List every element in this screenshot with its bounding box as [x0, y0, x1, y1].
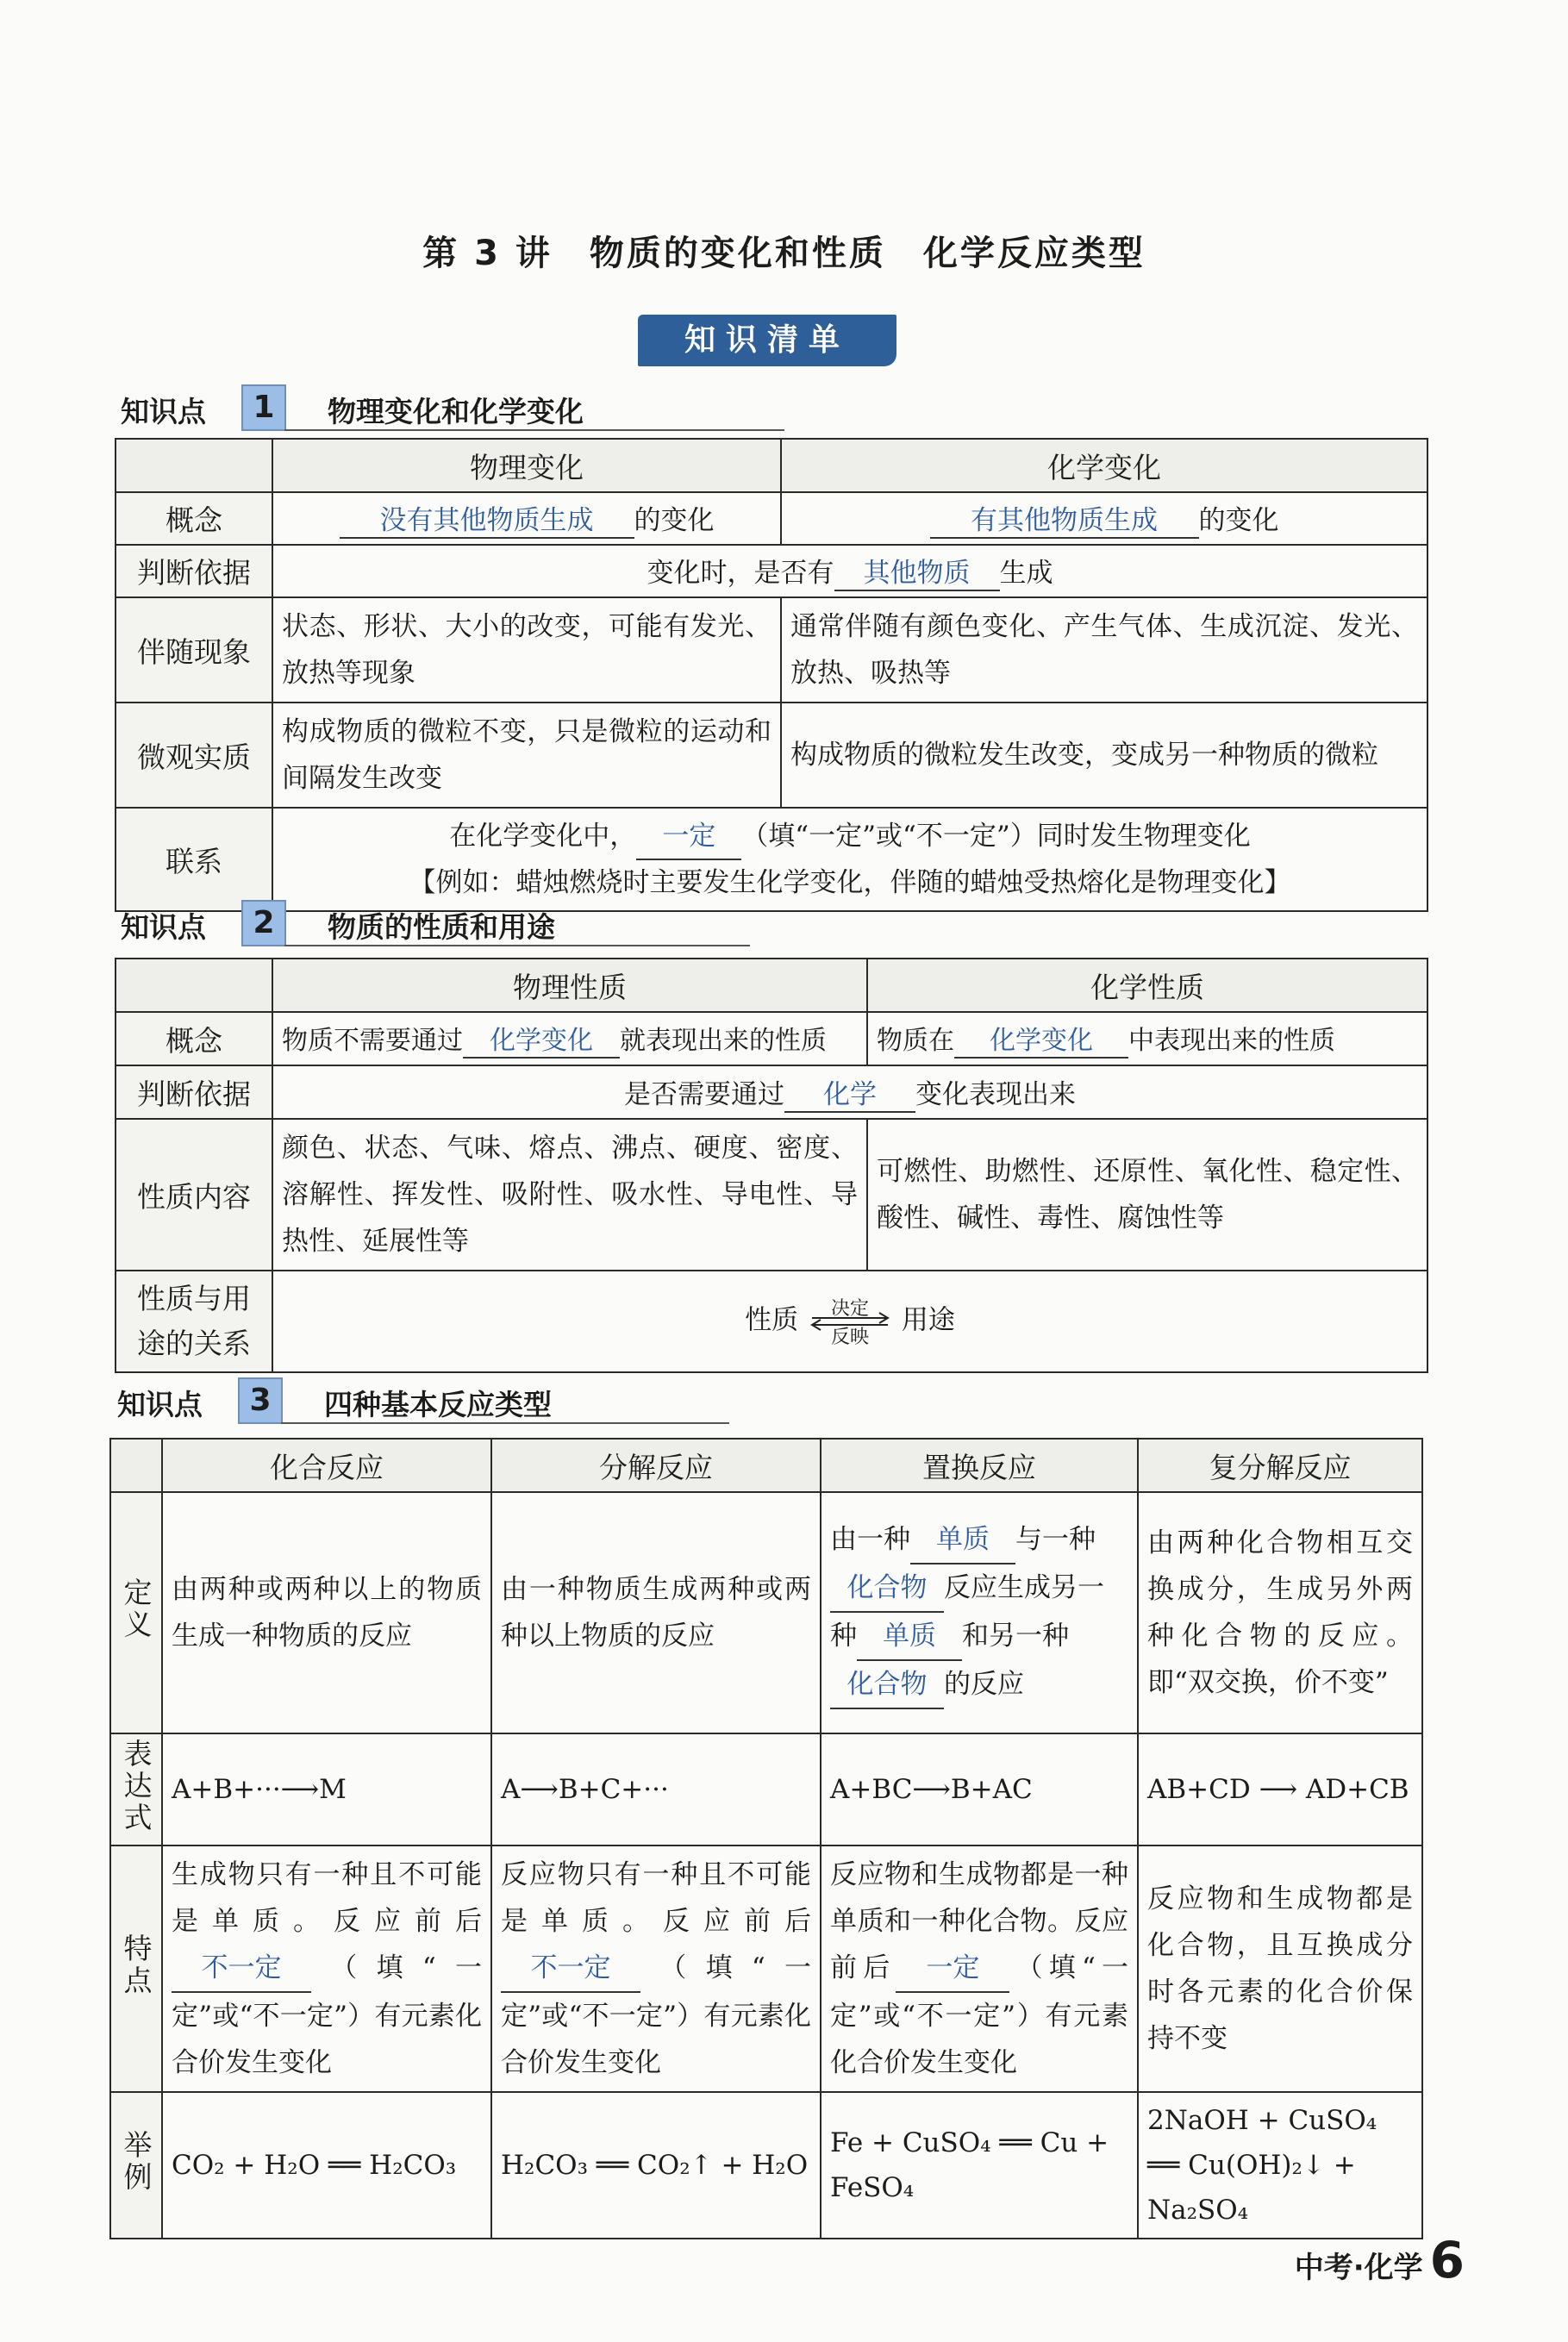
kp2-concept-physical-fill: 化学变化	[463, 1019, 620, 1059]
kp3-ex-replacement: Fe + CuSO₄ ══ Cu + FeSO₄	[821, 2092, 1138, 2239]
kp2-content-physical: 颜色、状态、气味、熔点、沸点、硬度、密度、溶解性、挥发性、吸附性、吸水性、导电性、导热性、延展性等	[272, 1119, 867, 1271]
kp3-rule	[281, 1422, 729, 1424]
kp3-ex-combination: CO₂ + H₂O ══ H₂CO₃	[162, 2092, 491, 2239]
kp1-concept-chemical-fill: 有其他物质生成	[930, 498, 1199, 539]
kp1-phenomena-chemical: 通常伴随有颜色变化、产生气体、生成沉淀、发光、放热、吸热等	[781, 597, 1427, 703]
kp1-micro-physical: 构成物质的微粒不变，只是微粒的运动和间隔发生改变	[272, 703, 781, 808]
kp3-def-double: 由两种化合物相互交换成分，生成另外两种化合物的反应。即“双交换，价不变”	[1138, 1492, 1422, 1733]
kp3-feat-combination: 生成物只有一种且不可能是单质。反应前后不一定 （填“一定”或“不一定”）有元素化合价发生变化	[162, 1845, 491, 2092]
kp1-number: 1	[241, 384, 286, 431]
kp1-title: 物理变化和化学变化	[328, 395, 584, 428]
kp1-rule	[284, 429, 784, 431]
kp3-expr-combination: A+B+···⟶M	[162, 1733, 491, 1845]
kp2-number: 2	[241, 900, 286, 946]
kp2-title: 物质的性质和用途	[328, 910, 555, 944]
kp3-header-double: 复分解反应	[1138, 1439, 1422, 1492]
kp3-header-replacement: 置换反应	[821, 1439, 1138, 1492]
kp3-header-decomposition: 分解反应	[491, 1439, 821, 1492]
page-number: 6	[1429, 2231, 1465, 2289]
kp2-header-physical: 物理性质	[272, 959, 867, 1012]
kp3-row-expression: 表达式	[119, 1738, 153, 1834]
kp3-title: 四种基本反应类型	[324, 1388, 552, 1421]
kp1-basis-fill: 其他物质	[834, 551, 1000, 591]
kp1-row-micro: 微观实质	[116, 703, 272, 808]
kp1-relation-example: 【例如：蜡烛燃烧时主要发生化学变化，伴随的蜡烛受热熔化是物理变化】	[409, 867, 1291, 898]
kp2-relation-determines: 决定	[830, 1298, 869, 1320]
kp1-relation-fill: 一定	[636, 814, 741, 860]
footer-label: 中考·化学	[1294, 2251, 1423, 2285]
page-title: 第 3 讲 物质的变化和性质 化学反应类型	[422, 234, 1146, 273]
kp3-def-replacement: 由一种 单质 与一种化合物 反应生成另一种 单质 和另一种化合物 的反应	[821, 1492, 1138, 1733]
kp3-expr-decomposition: A⟶B+C+···	[491, 1733, 821, 1845]
kp3-ex-double: 2NaOH + CuSO₄ ══ Cu(OH)₂↓ + Na₂SO₄	[1138, 2092, 1422, 2239]
kp2-rule	[284, 945, 750, 946]
kp3-row-example: 举例	[119, 2130, 153, 2194]
kp3-feat-decomposition: 反应物只有一种且不可能是单质。反应前后不一定 （填“一定”或“不一定”）有元素化合价发生变化	[491, 1845, 821, 2092]
kp1-label: 知识点	[121, 395, 206, 428]
kp3-def-decomposition: 由一种物质生成两种或两种以上物质的反应	[491, 1492, 821, 1733]
section-banner: 知识清单	[638, 315, 896, 366]
kp1-phenomena-physical: 状态、形状、大小的改变，可能有发光、放热等现象	[272, 597, 781, 703]
kp2-label: 知识点	[121, 910, 206, 944]
kp3-row-definition: 定义	[119, 1577, 153, 1641]
kp3-ex-decomposition: H₂CO₃ ══ CO₂↑ + H₂O	[491, 2092, 821, 2239]
kp1-row-concept: 概念	[116, 492, 272, 545]
kp2-row-concept: 概念	[116, 1012, 272, 1065]
kp1-table: 物理变化 化学变化 概念 没有其他物质生成 的变化 有其他物质生成 的变化 判断依据 变化时，是否有 其他物质 生成 伴随现象 状态、形状、大小的改变，可能有发光、放热等现象 通常伴随有颜色变化、产生气体、生成沉淀、发光、放热、吸热等 微观实质 构成物质的微粒不变，只是微粒的运动和间隔发生改变 构成物质的微粒发生改变，变成另一种物质的微粒 联系 在化学变化中， 一定 （填“一定”或“不一定”）同时发生物理变化 【例如：蜡烛燃烧时主要发生化学变化，伴随的蜡烛受热熔化是物理变化】	[115, 438, 1428, 912]
kp2-row-content: 性质内容	[116, 1119, 272, 1271]
kp2-basis-fill: 化学	[784, 1072, 915, 1113]
kp3-expr-double: AB+CD ⟶ AD+CB	[1138, 1733, 1422, 1845]
kp2-content-chemical: 可燃性、助燃性、还原性、氧化性、稳定性、酸性、碱性、毒性、腐蚀性等	[867, 1119, 1427, 1271]
kp2-concept-chemical-fill: 化学变化	[954, 1019, 1128, 1059]
kp1-row-relation: 联系	[116, 808, 272, 911]
kp1-header-chemical: 化学变化	[781, 439, 1427, 492]
bidirectional-arrow-icon	[807, 1296, 893, 1347]
kp1-concept-physical-fill: 没有其他物质生成	[340, 498, 634, 539]
kp3-row-feature: 特点	[119, 1933, 153, 1997]
kp1-row-basis: 判断依据	[116, 545, 272, 597]
kp2-header-chemical: 化学性质	[867, 959, 1427, 1012]
page-footer	[1295, 2231, 1465, 2289]
kp3-number: 3	[238, 1377, 283, 1424]
kp1-header-physical: 物理变化	[272, 439, 781, 492]
kp1-row-phenomena: 伴随现象	[116, 597, 272, 703]
kp2-table: 物理性质 化学性质 概念 物质不需要通过 化学变化 就表现出来的性质 物质在 化学变化 中表现出来的性质 判断依据 是否需要通过 化学 变化表现出来 性质内容 颜色、状态、气味、熔点、沸点、硬度、密度、溶解性、挥发性、吸附性、吸水性、导电性、导热性、延展性等 可燃性、助燃性、还原性、氧化性、稳定性、酸性、碱性、毒性、腐蚀性等 性质与用途的关系 性质 决定 反映 用途	[115, 958, 1428, 1373]
kp1-micro-chemical: 构成物质的微粒发生改变，变成另一种物质的微粒	[781, 703, 1427, 808]
kp3-feat-replacement: 反应物和生成物都是一种单质和一种化合物。反应前后 一定 （填“一定”或“不一定”）有元素化合价发生变化	[821, 1845, 1138, 2092]
kp3-expr-replacement: A+BC⟶B+AC	[821, 1733, 1138, 1845]
kp2-relation-property: 性质	[745, 1304, 799, 1336]
kp2-row-relation: 性质与用途的关系	[116, 1271, 272, 1372]
kp2-relation-use: 用途	[901, 1304, 955, 1336]
kp3-label: 知识点	[117, 1388, 203, 1421]
kp3-table	[109, 1438, 1423, 2239]
kp3-header-combination: 化合反应	[162, 1439, 491, 1492]
kp3-feat-double: 反应物和生成物都是化合物，且互换成分时各元素的化合价保持不变	[1138, 1845, 1422, 2092]
kp2-relation-reflects: 反映	[830, 1327, 869, 1348]
kp3-def-combination: 由两种或两种以上的物质生成一种物质的反应	[162, 1492, 491, 1733]
kp2-row-basis: 判断依据	[116, 1065, 272, 1119]
